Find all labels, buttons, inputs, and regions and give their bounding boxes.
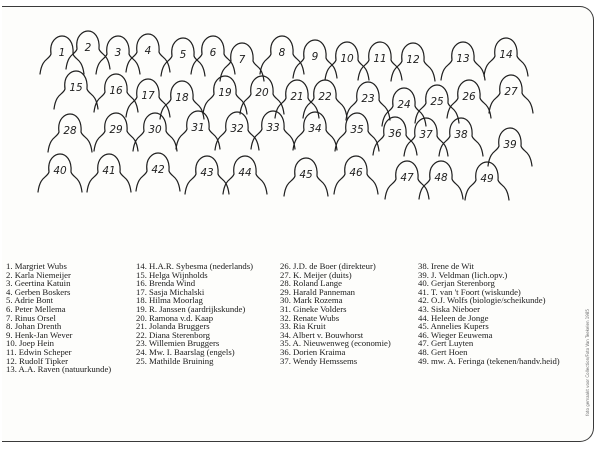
legend-entry: 23. Willemien Bruggers	[136, 338, 220, 349]
silhouette-number: 26	[462, 91, 476, 103]
legend-entry: 43. Siska Nieboer	[418, 303, 481, 314]
person-silhouette-22	[303, 80, 347, 118]
person-silhouette-6	[191, 36, 235, 74]
silhouette-number: 48	[434, 172, 448, 184]
person-silhouette-11	[358, 42, 402, 80]
legend-entry: 30. Mark Rozema	[280, 295, 343, 306]
silhouette-number: 17	[141, 90, 155, 102]
legend-entry: 19. R. Janssen (aardrijkskunde)	[136, 303, 246, 314]
person-silhouette-3	[96, 36, 140, 74]
silhouette-number: 22	[318, 91, 332, 103]
legend-entry: 5. Adrie Bont	[6, 295, 54, 306]
legend-entry: 28. Roland Lange	[280, 278, 343, 289]
silhouette-number: 4	[144, 45, 152, 57]
person-silhouette-38	[439, 118, 483, 156]
legend-entry: 18. Hilma Moorlag	[136, 295, 203, 306]
silhouette-number: 1	[58, 47, 66, 59]
silhouette-number: 39	[503, 139, 517, 151]
silhouette-number: 8	[278, 47, 286, 59]
silhouette-number: 29	[109, 124, 123, 136]
legend-entry: 48. Gert Hoen	[418, 346, 468, 357]
silhouette-number: 40	[53, 165, 67, 177]
silhouette-number: 3	[114, 47, 122, 59]
person-silhouette-46	[334, 156, 378, 194]
legend-entry: 26. J.D. de Boer (direkteur)	[280, 261, 376, 271]
legend-column-1	[6, 262, 111, 374]
person-silhouette-27	[489, 75, 533, 113]
legend-entry: 37. Wendy Hemssems	[280, 355, 358, 366]
person-silhouette-39	[488, 128, 532, 166]
silhouette-number: 45	[299, 169, 313, 181]
legend-entry: 25. Mathilde Bruining	[136, 355, 214, 366]
legend-entry: 29. Harald Panneman	[280, 286, 356, 297]
silhouette-number: 5	[179, 49, 187, 61]
silhouette-number: 9	[311, 51, 319, 63]
silhouette-number: 18	[175, 92, 189, 104]
legend-entry: 36. Dorien Kraima	[280, 346, 346, 357]
legend-entry: 11. Edwin Scheper	[6, 346, 72, 357]
legend-entry: 9. Henk-Jan Wever	[6, 329, 73, 340]
legend-entry: 45. Annelies Kupers	[418, 321, 489, 332]
person-silhouette-26	[447, 80, 491, 118]
silhouette-number: 19	[218, 87, 232, 99]
silhouette-number: 14	[499, 49, 513, 61]
legend-column-3	[280, 262, 391, 365]
person-silhouette-18	[160, 81, 204, 119]
silhouette-number: 47	[400, 172, 414, 184]
person-silhouette-49	[465, 162, 509, 200]
silhouette-number: 15	[69, 82, 83, 94]
legend-entry: 44. Heleen de Jonge	[418, 312, 489, 323]
legend-entry: 20. Ramona v.d. Kaap	[136, 312, 214, 323]
legend-entry: 27. K. Meijer (duits)	[280, 269, 352, 280]
person-silhouette-30	[133, 113, 177, 151]
legend-entry: 8. Johan Drenth	[6, 321, 62, 332]
legend-entry: 7. Rinus Orsel	[6, 312, 56, 323]
legend-entry: 1. Margriet Wubs	[6, 261, 67, 271]
person-silhouette-31	[176, 111, 220, 149]
legend-entry: 22. Diana Sterenborg	[136, 329, 210, 340]
silhouette-number: 27	[504, 86, 518, 98]
silhouette-number: 34	[308, 123, 322, 135]
legend-entry: 33. Ria Kruit	[280, 321, 326, 332]
legend-entry: 47. Gert Luyten	[418, 338, 474, 349]
silhouette-number: 35	[350, 124, 364, 136]
silhouette-number: 36	[388, 128, 402, 140]
legend-entry: 24. Mw. I. Baarslag (engels)	[136, 346, 235, 357]
person-silhouette-16	[94, 74, 138, 112]
person-silhouette-13	[441, 42, 485, 80]
silhouette-number: 41	[102, 165, 116, 177]
legend-entry: 17. Sasja Michalski	[136, 286, 205, 297]
silhouette-number: 46	[349, 167, 363, 179]
legend-entry: 21. Jolanda Bruggers	[136, 321, 210, 332]
photo-credit-text: foto gemaakt voor Collection/Foto Van Teekelen 1985	[584, 309, 590, 416]
legend-entry: 49. mw. A. Feringa (tekenen/handv.heid)	[418, 355, 560, 366]
silhouette-number: 30	[148, 124, 162, 136]
photo-credit	[584, 300, 598, 430]
person-silhouette-5	[161, 38, 205, 76]
silhouette-number: 21	[290, 91, 304, 103]
person-silhouette-43	[185, 156, 229, 194]
silhouette-number: 49	[480, 173, 494, 185]
legend-entry: 13. A.A. Raven (natuurkunde)	[6, 364, 112, 375]
legend-column-4	[418, 262, 560, 365]
person-silhouette-15	[54, 71, 98, 109]
silhouette-number: 32	[230, 123, 244, 135]
person-silhouette-42	[136, 153, 180, 191]
legend-entry: 4. Gerben Boskers	[6, 286, 71, 297]
person-silhouette-47	[385, 161, 429, 199]
silhouette-number: 10	[340, 53, 354, 65]
person-silhouette-48	[419, 161, 463, 199]
silhouette-number: 25	[430, 96, 444, 108]
legend-entry: 35. A. Nieuwenweg (economie)	[280, 338, 391, 349]
legend-entry: 10. Joep Hein	[6, 338, 55, 349]
person-silhouette-12	[391, 43, 435, 81]
legend-entry: 14. H.A.R. Sybesma (nederlands)	[136, 261, 254, 271]
person-silhouette-40	[38, 154, 82, 192]
silhouette-number: 28	[63, 125, 77, 137]
legend-entry: 16. Brenda Wind	[136, 278, 196, 289]
legend-entry: 2. Karla Niemeijer	[6, 269, 71, 280]
legend-entry: 15. Helga Wijnholds	[136, 269, 208, 280]
legend-entry: 41. T. van 't Foort (wiskunde)	[418, 286, 521, 297]
legend-entry: 42. O.J. Wolfs (biologie/scheikunde)	[418, 295, 546, 306]
silhouette-number: 6	[209, 47, 217, 59]
person-silhouette-14	[484, 38, 528, 76]
silhouette-number: 43	[200, 167, 214, 179]
person-silhouette-10	[325, 42, 369, 80]
silhouette-number: 31	[191, 122, 205, 134]
legend-entry: 3. Geertina Katuin	[6, 278, 71, 289]
person-silhouette-28	[48, 114, 92, 152]
person-silhouette-8	[260, 36, 304, 74]
silhouette-number: 20	[255, 87, 269, 99]
person-silhouette-35	[335, 113, 379, 151]
person-silhouette-41	[87, 154, 131, 192]
silhouette-number: 24	[397, 99, 411, 111]
legend-entry: 32. Renate Wubs	[280, 312, 340, 323]
silhouette-number: 16	[109, 85, 123, 97]
silhouette-number: 13	[456, 53, 470, 65]
silhouette-number: 33	[266, 122, 280, 134]
silhouette-number: 12	[406, 54, 420, 66]
person-silhouette-34	[293, 112, 337, 150]
legend-entry: 12. Rudolf Tipker	[6, 355, 69, 366]
silhouette-number: 2	[84, 42, 92, 54]
person-silhouette-44	[223, 156, 267, 194]
person-silhouette-7	[220, 43, 264, 81]
person-silhouette-36	[373, 117, 417, 155]
legend-column-2	[136, 262, 253, 365]
silhouette-number: 37	[419, 129, 433, 141]
silhouette-number: 38	[454, 129, 468, 141]
person-silhouette-9	[293, 40, 337, 78]
silhouette-number: 23	[361, 93, 375, 105]
legend-entry: 34. Albert v. Bouwhorst	[280, 329, 364, 340]
legend-entry: 31. Gineke Volders	[280, 303, 347, 314]
person-silhouette-19	[203, 76, 247, 114]
legend-entry: 39. J. Veldman (lich.opv.)	[418, 269, 508, 280]
legend-entry: 40. Gerjan Sterenborg	[418, 278, 495, 289]
legend-entry: 38. Irene de Wit	[418, 261, 474, 271]
silhouette-number: 11	[373, 53, 387, 65]
legend-entry: 46. Wieger Eeuwema	[418, 329, 493, 340]
person-silhouette-45	[284, 158, 328, 196]
silhouette-number: 7	[238, 54, 246, 66]
legend-entry: 6. Peter Mellema	[6, 303, 66, 314]
silhouette-number: 44	[238, 167, 252, 179]
person-silhouette-29	[94, 113, 138, 151]
silhouette-number: 42	[151, 164, 165, 176]
